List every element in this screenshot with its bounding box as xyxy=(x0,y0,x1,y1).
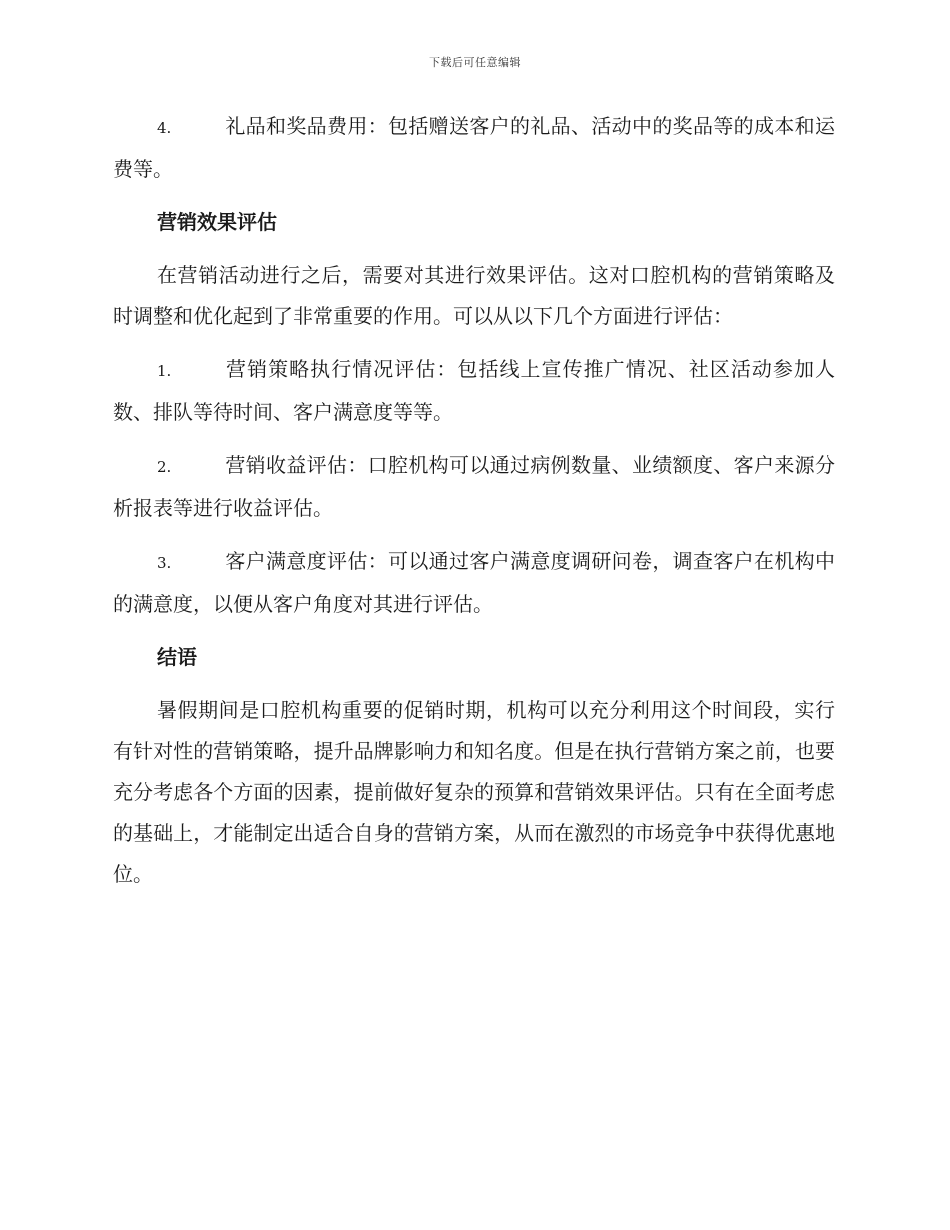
paragraph-conclusion: 暑假期间是口腔机构重要的促销时期，机构可以充分利用这个时间段，实行有针对性的营销策略，提升品牌影响力和知名度。但是在执行营销方案之前，也要充分考虑各个方面的因素，提前做好复杂的预算和营销效果评估。只有在全面考虑的基础上，才能制定出适合自身的营销方案，从而在激烈的市场竞争中获得优惠地位。 xyxy=(113,698,835,886)
section-heading-evaluation: 营销效果评估 xyxy=(157,210,277,234)
list-item-strategy-execution xyxy=(113,349,835,433)
list-item-satisfaction xyxy=(113,541,835,625)
list-text: 礼品和奖品费用：包括赠送客户的礼品、活动中的奖品等的成本和运费等。 xyxy=(113,114,835,181)
section-heading-conclusion: 结语 xyxy=(157,645,197,669)
list-number: 1. xyxy=(157,362,172,380)
list-text: 营销策略执行情况评估：包括线上宣传推广情况、社区活动参加人数、排队等待时间、客户满意度等等。 xyxy=(113,357,835,424)
list-text: 客户满意度评估：可以通过客户满意度调研问卷，调查客户在机构中的满意度，以便从客户角度对其进行评估。 xyxy=(113,549,835,616)
list-item-revenue xyxy=(113,445,835,529)
list-item-gift-cost xyxy=(113,106,835,190)
paragraph-evaluation-intro: 在营销活动进行之后，需要对其进行效果评估。这对口腔机构的营销策略及时调整和优化起到了非常重要的作用。可以从以下几个方面进行评估： xyxy=(113,263,835,328)
page-content xyxy=(113,106,835,907)
list-number: 3. xyxy=(157,554,172,572)
list-text: 营销收益评估：口腔机构可以通过病例数量、业绩额度、客户来源分析报表等进行收益评估。 xyxy=(113,453,835,520)
page-header: 下载后可任意编辑 xyxy=(429,56,521,69)
list-number: 2. xyxy=(157,458,172,476)
list-number: 4. xyxy=(157,119,172,137)
